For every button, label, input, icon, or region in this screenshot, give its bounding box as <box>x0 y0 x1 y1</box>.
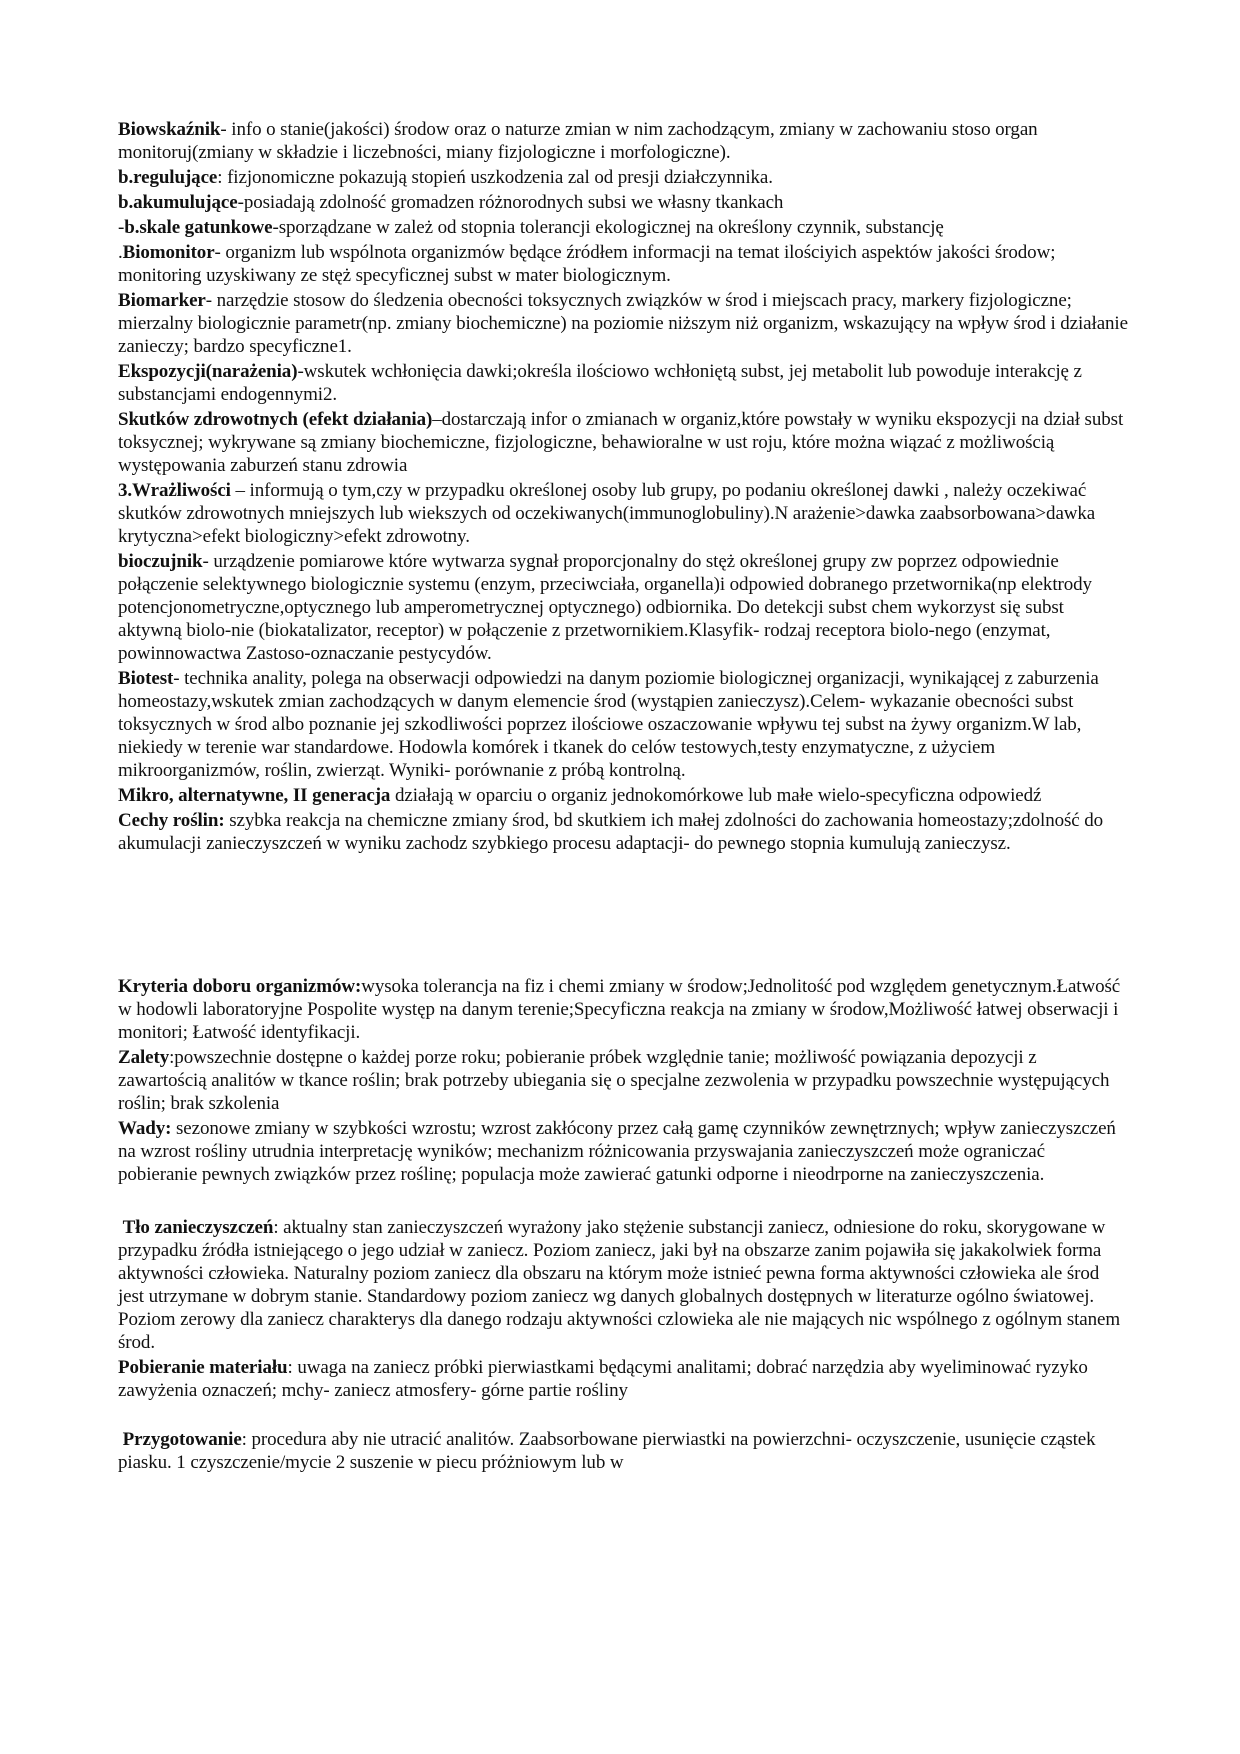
definition: : aktualny stan zanieczyszczeń wyrażony jako stężenie substancji zaniecz, odniesione do roku, skorygowane w przypadku źródła istniejącego o jego udział w zaniecz. Poziom zaniecz, jaki był na obszarze zanim pojawiła się jakakolwiek forma aktywności człowieka. Naturalny poziom zaniecz dla obszaru na którym może istnieć pewna forma aktywności człowieka ale środ jest utrzymane w dobrym stanie. Standardowy poziom zaniecz wg danych globalnych dostępnych w literaturze ogólno światowej. Poziom zerowy dla zaniecz charakterys dla danego rodzaju aktywności czlowieka ale nie mających nic wspólnego z ogólnym stanem środ. <box>118 1217 1121 1353</box>
term: Biowskaźnik <box>118 119 221 140</box>
term: b.skale gatunkowe <box>124 217 273 238</box>
definition: - technika anality, polega na obserwacji odpowiedzi na danym poziomie biologicznej organizacji, wynikającej z zaburzenia homeostazy,wskutek zmian zachodzących w danym elemencie środ (wystąpien zanieczysz).Celem- wykazanie obecności subst toksycznych w środ albo poznanie jej szkodliwości poprzez ilościowe oszaczowanie wpływu tej subst na żywy organizm.W lab, niekiedy w terenie war standardowe. Hodowla komórek i tkanek do celów testowych,testy enzymatyczne, z użyciem mikroorganizmów, roślin, zwierząt. Wyniki- porównanie z próbą kontrolną. <box>118 668 1099 781</box>
term: Wady: <box>118 1118 172 1139</box>
definition: –dostarczają infor o zmianach w organiz,które powstały w wyniku ekspozycji na dział subst toksycznej; wykrywane są zmiany biochemiczne, fizjologiczne, behawioralne w ust roju, które można wiązać z możliwością występowania zaburzeń stanu zdrowia <box>118 409 1124 476</box>
paragraph-skutkow-zdrowotnych <box>118 408 1128 477</box>
definition: działają w oparciu o organiz jednokomórkowe lub małe wielo-specyficzna odpowiedź <box>390 785 1042 806</box>
term: b.regulujące <box>118 167 218 188</box>
document-body <box>118 118 1128 1476</box>
term: Przygotowanie <box>122 1429 242 1450</box>
term: Cechy roślin: <box>118 810 225 831</box>
definition: -sporządzane w zależ od stopnia tolerancji ekologicznej na określony czynnik, substancję <box>272 217 944 238</box>
definition: wysoka tolerancja na fiz i chemi zmiany w środow;Jednolitość pod względem genetycznym.Łatwość w hodowli laboratoryjne Pospolite występ na danym terenie;Specyficzna reakcja na zmiany w środow,Możliwość łatwej obserwacji i monitori; Łatwość identyfikacji. <box>118 976 1121 1043</box>
definition: :powszechnie dostępne o każdej porze roku; pobieranie próbek względnie tanie; możliwość powiązania depozycji z zawartością analitów w tkance roślin; brak potrzeby ubiegania się o specjalne zezwolenia w przypadku powszechnie występujących roślin; brak szkolenia <box>118 1047 1110 1114</box>
paragraph-b-akumulujace <box>118 191 1128 214</box>
paragraph-mikro-alternatywne <box>118 784 1128 807</box>
term: Pobieranie materiału <box>118 1357 288 1378</box>
definition: -posiadają zdolność gromadzen różnorodnych subsi we własny tkankach <box>237 192 784 213</box>
paragraph-zalety <box>118 1046 1128 1115</box>
paragraph-ekspozycji <box>118 360 1128 406</box>
section-background-pollution <box>118 1216 1128 1402</box>
section-plant-selection <box>118 975 1128 1186</box>
section-preparation <box>118 1428 1128 1474</box>
paragraph-biowskaznik <box>118 118 1128 164</box>
prefix: - <box>118 217 125 238</box>
paragraph-cechy-roslin <box>118 809 1128 855</box>
definition: - organizm lub wspólnota organizmów będące źródłem informacji na temat ilościyich aspektów jakości środow; monitoring uzyskiwany ze stęż specyficznej subst w mater biologicznym. <box>118 242 1056 286</box>
definition: – informują o tym,czy w przypadku określonej osoby lub grupy, po podaniu określonej dawki , należy oczekiwać skutków zdrowotnych mniejszych lub wiekszych od oczekiwanych(immunoglobuliny).N arażenie>dawka zaabsorbowana>dawka krytyczna>efekt biologiczny>efekt zdrowotny. <box>118 480 1096 547</box>
prefix: . <box>118 242 123 263</box>
paragraph-b-skale-gatunkowe <box>118 216 1128 239</box>
paragraph-wrazliwosci <box>118 479 1128 548</box>
paragraph-pobieranie-materialu <box>118 1356 1128 1402</box>
term: b.akumulujące <box>118 192 238 213</box>
blank-space <box>118 1404 1128 1428</box>
paragraph-biotest <box>118 667 1128 782</box>
blank-space <box>118 857 1128 975</box>
paragraph-biomonitor <box>118 241 1128 287</box>
paragraph-biomarker <box>118 289 1128 358</box>
term: Mikro, alternatywne, II generacja <box>118 785 391 806</box>
paragraph-przygotowanie <box>118 1428 1128 1474</box>
blank-space <box>118 1188 1128 1216</box>
definition: -wskutek wchłonięcia dawki;określa ilościowo wchłoniętą subst, jej metabolit lub powoduje interakcję z substancjami endogennymi2. <box>118 361 1082 405</box>
term: Tło zanieczyszczeń <box>122 1217 274 1238</box>
paragraph-tlo-zanieczyszczen <box>118 1216 1128 1354</box>
term: Skutków zdrowotnych (efekt działania) <box>118 409 433 430</box>
paragraph-bioczujnik <box>118 550 1128 665</box>
definition: : procedura aby nie utracić analitów. Zaabsorbowane pierwiastki na powierzchni- oczyszczenie, usunięcie cząstek piasku. 1 czyszczenie/mycie 2 suszenie w piecu próżniowym lub w <box>118 1429 1096 1473</box>
definition: - narzędzie stosow do śledzenia obecności toksycznych związków w środ i miejscach pracy, markery fizjologiczne; mierzalny biologicznie parametr(np. zmiany biochemiczne) na poziomie niższym niż organizm, wskazujący na wpływ środ i działanie zanieczy; bardzo specyficzne1. <box>118 290 1128 357</box>
paragraph-b-regulujace <box>118 166 1128 189</box>
definition: sezonowe zmiany w szybkości wzrostu; wzrost zakłócony przez całą gamę czynników zewnętrznych; wpływ zanieczyszczeń na wzrost rośliny utrudnia interpretację wyników; mechanizm różnicowania przyswajania zanieczyszczeń może ograniczać pobieranie pewnych związków przez roślinę; populacja może zawierać gatunki odporne i nieodrporne na zanieczyszczenia. <box>118 1118 1116 1185</box>
definition: szybka reakcja na chemiczne zmiany środ, bd skutkiem ich małej zdolności do zachowania homeostazy;zdolność do akumulacji zanieczyszczeń w wyniku zachodz szybkiego procesu adaptacji- do pewnego stopnia kumulują zanieczysz. <box>118 810 1104 854</box>
paragraph-kryteria-doboru <box>118 975 1128 1044</box>
term: Biotest <box>118 668 174 689</box>
definition: : uwaga na zaniecz próbki pierwiastkami będącymi analitami; dobrać narzędzia aby wyeliminować ryzyko zawyżenia oznaczeń; mchy- zaniecz atmosfery- górne partie rośliny <box>118 1357 1088 1401</box>
paragraph-wady <box>118 1117 1128 1186</box>
section-biomonitoring-definitions <box>118 118 1128 855</box>
term: Kryteria doboru organizmów: <box>118 976 362 997</box>
term: Biomonitor <box>122 242 215 263</box>
term: Biomarker <box>118 290 206 311</box>
definition: - urządzenie pomiarowe które wytwarza sygnał proporcjonalny do stęż określonej grupy zw poprzez odpowiednie połączenie selektywnego biologicznie systemu (enzym, przeciwciała, organella)i odpowied dobranego przetwornika(np elektrody potencjonometryczne,optycznego lub amperometrycznej optycznego) odbiornika. Do detekcji subst chem wykorzyst się subst aktywną biolo-nie (biokatalizator, receptor) w połączenie z przetwornikiem.Klasyfik- rodzaj receptora biolo-nego (enzymat, powinnowactwa Zastoso-oznaczanie pestycydów. <box>118 551 1092 664</box>
definition: : fizjonomiczne pokazują stopień uszkodzenia zal od presji działczynnika. <box>217 167 773 188</box>
term: Zalety <box>118 1047 170 1068</box>
term: 3.Wrażliwości <box>118 480 231 501</box>
term: Ekspozycji(narażenia) <box>118 361 298 382</box>
definition: - info o stanie(jakości) środow oraz o naturze zmian w nim zachodzącym, zmiany w zachowaniu stoso organ monitoruj(zmiany w składzie i liczebności, miany fizjologiczne i morfologiczne). <box>118 119 1038 163</box>
term: bioczujnik <box>118 551 203 572</box>
